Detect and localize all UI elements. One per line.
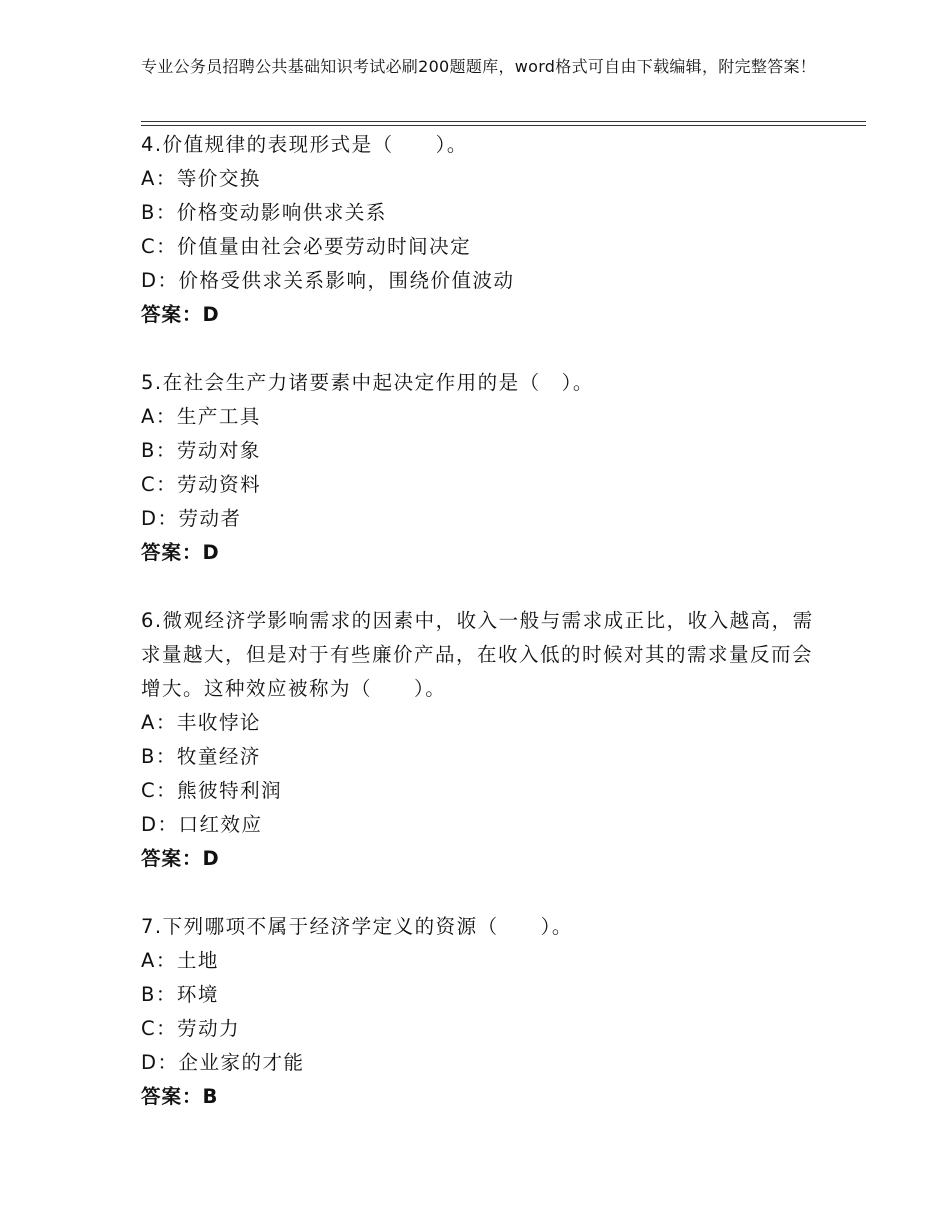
- option-a: A：生产工具: [141, 405, 261, 428]
- question-5: [141, 366, 821, 570]
- option-c: C：劳动力: [141, 1017, 241, 1040]
- option-b: B：牧童经济: [141, 745, 261, 768]
- option-a: A：土地: [141, 949, 219, 972]
- option-c: C：价值量由社会必要劳动时间决定: [141, 235, 472, 258]
- question-4: [141, 128, 821, 332]
- question-list: [141, 128, 821, 1148]
- option-b: B：劳动对象: [141, 439, 261, 462]
- answer-line: 答案：D: [141, 847, 220, 870]
- answer-line: 答案：D: [141, 303, 220, 326]
- option-d: D：企业家的才能: [141, 1051, 305, 1074]
- option-b: B：环境: [141, 983, 219, 1006]
- option-d: D：价格受供求关系影响，围绕价值波动: [141, 269, 515, 292]
- question-stem: 7.下列哪项不属于经济学定义的资源（ ）。: [141, 915, 573, 938]
- question-stem: 6.微观经济学影响需求的因素中，收入一般与需求成正比，收入越高，需求量越大，但是对于有些廉价产品，在收入低的时候对其的需求量反而会增大。这种效应被称为（ ）。: [141, 609, 814, 700]
- answer-line: 答案：B: [141, 1085, 219, 1108]
- question-stem: 5.在社会生产力诸要素中起决定作用的是（ ）。: [141, 371, 594, 394]
- option-a: A：等价交换: [141, 167, 261, 190]
- option-b: B：价格变动影响供求关系: [141, 201, 387, 224]
- option-d: D：口红效应: [141, 813, 263, 836]
- option-c: C：劳动资料: [141, 473, 262, 496]
- question-7: [141, 910, 821, 1114]
- option-a: A：丰收悖论: [141, 711, 261, 734]
- answer-line: 答案：D: [141, 541, 220, 564]
- question-stem: 4.价值规律的表现形式是（ ）。: [141, 133, 468, 156]
- header-divider-top: [141, 121, 866, 122]
- header-divider-bottom: [141, 125, 866, 126]
- question-6: [141, 604, 821, 876]
- document-header: 专业公务员招聘公共基础知识考试必刷200题题库，word格式可自由下载编辑，附完整答案！: [141, 57, 817, 76]
- option-c: C：熊彼特利润: [141, 779, 283, 802]
- option-d: D：劳动者: [141, 507, 242, 530]
